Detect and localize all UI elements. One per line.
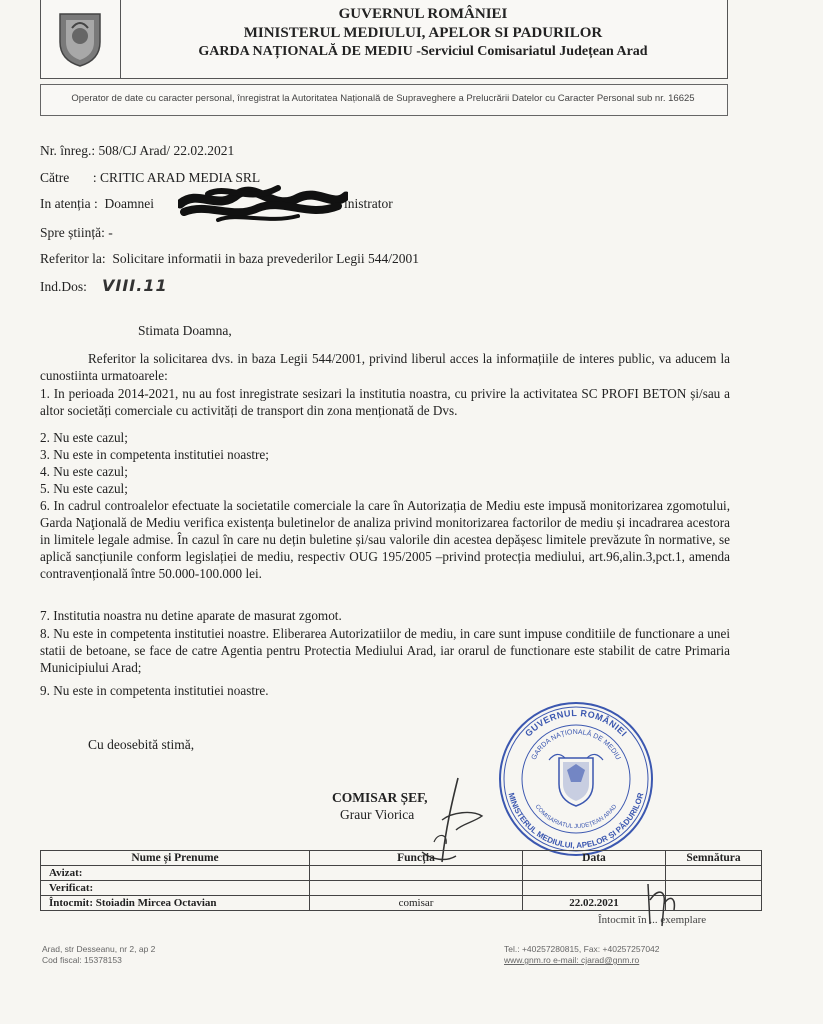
table-cell <box>666 866 762 881</box>
copies-note: Întocmit în ... exemplare <box>598 914 707 926</box>
svg-text:COMISARIATUL JUDEȚEAN ARAD <box>534 803 619 830</box>
header-line-2: MINISTERUL MEDIULUI, APELOR SI PADURILOR <box>243 25 603 41</box>
table-row <box>41 866 762 881</box>
footer-web-email: www.gnm.ro e-mail: cjarad@gnm.ro <box>504 955 640 965</box>
table-cell: Verificat: <box>41 881 310 896</box>
column-header: Nume și Prenume <box>41 851 310 866</box>
closing: Cu deosebită stimă, <box>88 737 195 752</box>
list-item: 5. Nu este cazul; <box>40 481 128 496</box>
column-header: Data <box>523 851 666 866</box>
list-item: 1. In perioada 2014-2021, nu au fost inregistrate sesizari la institutia noastra, cu privire la activitatea SC PROFI BETON și/sau a altor societăți comerciale cu activități de transport din zona menționată de Dvs. <box>40 386 730 418</box>
signatory-title: COMISAR ȘEF, <box>332 790 428 805</box>
column-header: Semnătura <box>666 851 762 866</box>
footer-fiscal-code: Cod fiscal: 15378153 <box>42 955 122 965</box>
table-cell: Avizat: <box>41 866 310 881</box>
list-item: 2. Nu este cazul; <box>40 430 128 445</box>
table-cell <box>310 866 523 881</box>
redaction-scribble <box>178 182 348 226</box>
subject-line: Referitor la: Solicitare informatii in baza prevederilor Legii 544/2001 <box>40 251 419 266</box>
list-item: 9. Nu este in competenta institutiei noastre. <box>40 683 269 698</box>
table-cell: Întocmit: Stoiadin Mircea Octavian <box>41 896 310 911</box>
registration-number: Nr. înreg.: 508/CJ Arad/ 22.02.2021 <box>40 143 235 158</box>
list-item: 6. In cadrul controalelor efectuate la societatile comerciale la care în Autorizația de Mediu este impusă monitorizarea zgomotului, Garda Naţională de Mediu verifica existența buletinelor de analiza privind monitorizarea factorilor de mediu și incadrarea acestora in limitele legale admise. În cazul în care nu dețin buletine și/sau valorile din acestea depășesc limitele prevăzute în normative, se aplică sancțiunile conform legislației de mediu, respectiv OUG 195/2005 –privind protecția mediului, art.96,alin.3,pct.1, amenda contravențională între 50.000-100.000 lei. <box>40 498 730 581</box>
attention-suffix: inistrator <box>344 196 393 211</box>
operator-notice: Operator de date cu caracter personal, înregistrat la Autoritatea Națională de Supraveghere a Prelucrării Datelor cu Caracter Personal sub nr. 16625 <box>71 93 695 104</box>
coat-of-arms-logo <box>56 8 104 68</box>
column-header: Funcția <box>310 851 523 866</box>
svg-text:GARDA NAȚIONALĂ DE MEDIU <box>531 728 622 761</box>
file-index-label: Ind.Dos: <box>40 279 87 294</box>
header-line-1: GUVERNUL ROMÂNIEI <box>338 6 508 22</box>
attention-label: In atenția : Doamnei <box>40 196 154 211</box>
signatory-name: Graur Viorica <box>340 807 415 822</box>
cc-line: Spre știință: - <box>40 225 113 240</box>
file-index-handwritten: VIII.11 <box>102 276 168 295</box>
recipient: Către : CRITIC ARAD MEDIA SRL <box>40 170 261 185</box>
table-cell <box>523 866 666 881</box>
official-stamp <box>497 700 655 858</box>
intro-paragraph: Referitor la solicitarea dvs. in baza Legii 544/2001, privind liberul acces la informațiile de interes public, va aducem la cunostiinta urmatoarele: <box>40 351 730 383</box>
list-item: 8. Nu este in competenta institutiei noastre. Eliberarea Autorizatiilor de mediu, in care sunt impuse conditiile de functionare a unei statii de betoane, se face de catre Agentia pentru Protectia Mediului Arad, iar orarul de functionare este stabilit de catre Primaria Municipiului Arad; <box>40 626 730 675</box>
table-cell: comisar <box>310 896 523 911</box>
table-cell <box>310 881 523 896</box>
table-header-row <box>41 851 762 866</box>
stamp-bottom-text: MINISTERUL MEDIULUI, APELOR ȘI PĂDURILOR <box>506 791 646 851</box>
list-item: 7. Institutia noastra nu detine aparate de masurat zgomot. <box>40 608 342 623</box>
salutation: Stimata Doamna, <box>138 323 232 338</box>
list-item: 3. Nu este in competenta institutiei noastre; <box>40 447 269 462</box>
stamp-inner-bottom-text: COMISARIATUL JUDEȚEAN ARAD <box>533 803 619 831</box>
footer-phone: Tel.: +40257280815, Fax: +40257257042 <box>504 944 660 954</box>
stamp-inner-top-text: GARDA NAȚIONALĂ DE MEDIU <box>530 728 622 762</box>
header-line-3: GARDA NAȚIONALĂ DE MEDIU -Serviciul Comisariatul Județean Arad <box>198 44 648 59</box>
footer-address: Arad, str Desseanu, nr 2, ap 2 <box>42 944 156 954</box>
stamp-top-text: GUVERNUL ROMÂNIEI <box>523 707 630 739</box>
table-cell: 22.02.2021 <box>523 896 666 911</box>
list-item: 4. Nu este cazul; <box>40 464 128 479</box>
eagle-emblem-icon <box>549 754 603 806</box>
